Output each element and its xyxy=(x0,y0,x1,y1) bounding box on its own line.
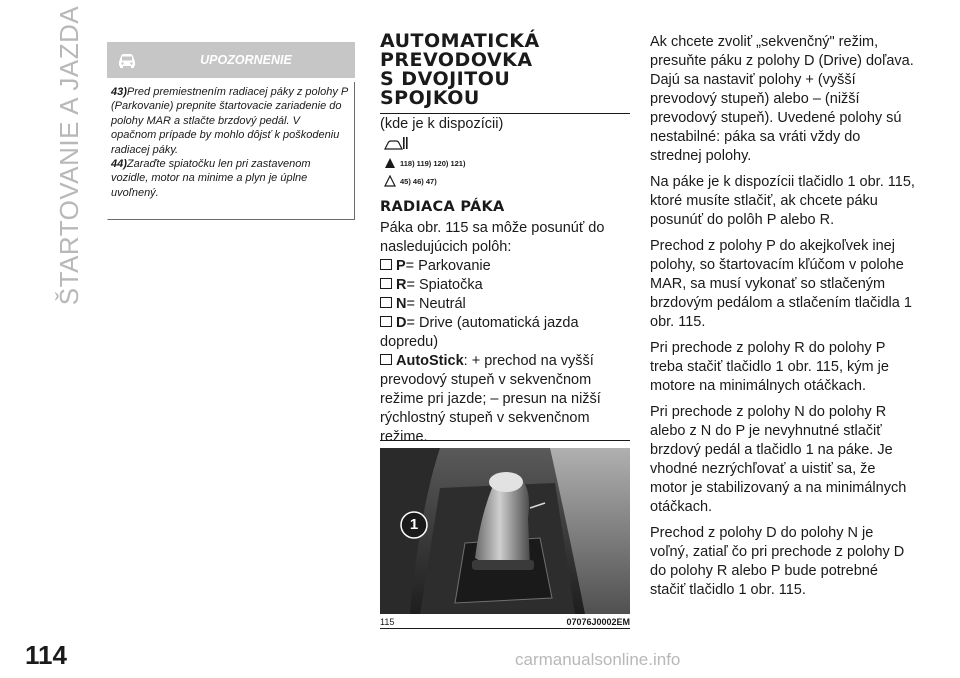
paragraph: Prechod z polohy P do akejkoľvek inej polohy, so štartovacím kľúčom v polohe MAR, sa musí vykonať so stlačeným brzdovým pedálom a stlačením tlačidla 1 obr. 115. xyxy=(650,238,912,330)
position-text: : + prechod na vyšší prevodový stupeň v sekvenčnom režime pri jazde; – presun na nižší rýchlostný stupeň v sekvenčnom režime. xyxy=(380,353,601,445)
position-key: N xyxy=(396,296,407,312)
checkbox-bullet-icon xyxy=(380,316,392,327)
lever-position-item xyxy=(380,257,630,276)
paragraph: Pri prechode z polohy R do polohy P treba stačiť tlačidlo 1 obr. 115, kým je motore na minimálnych otáčkach. xyxy=(650,340,889,394)
page-number: 114 xyxy=(25,640,67,670)
heading-divider xyxy=(380,113,630,114)
checkbox-bullet-icon xyxy=(380,278,392,289)
note-text: Pred premiestnením radiacej páky z polohy P (Parkovanie) prepnite štartovacie zariadenie do polohy MAR a stlačte brzdový pedál. V opačnom prípade by mohlo dôjsť k poškodeniu radiacej páky. xyxy=(111,86,348,156)
figure-top-divider xyxy=(380,440,630,441)
lever-position-item xyxy=(380,276,630,295)
lever-text xyxy=(380,219,630,447)
lever-intro: Páka obr. 115 sa môže posunúť do nasledujúcich polôh: xyxy=(380,220,605,255)
position-text: = Neutrál xyxy=(406,296,466,312)
position-key: D xyxy=(396,315,407,331)
middle-column xyxy=(380,32,630,447)
warning-heading: UPOZORNENIE xyxy=(200,53,292,67)
note-refs-row xyxy=(384,175,630,187)
figure-code: 07076J0002EM xyxy=(566,617,630,627)
position-text: = Parkovanie xyxy=(405,258,491,274)
lever-heading: RADIACA PÁKA xyxy=(380,199,505,215)
warning-box xyxy=(107,42,355,224)
warning-refs: 118) 119) 120) 121) xyxy=(400,158,466,168)
lever-position-item xyxy=(380,295,630,314)
note-refs: 45) 46) 47) xyxy=(400,176,437,186)
note-triangle-icon xyxy=(384,175,396,187)
paragraph: Ak chcete zvoliť „sekvenčný" režim, presuňte páku z polohy D (Drive) doľava. Dajú sa nastaviť polohy + (vyšší prevodový stupeň) alebo – (nižší prevodový stupeň). Uvedené polohy sú nestabilné: páka sa vráti vždy do strednej polohy. xyxy=(650,34,914,164)
optional-icon-row xyxy=(384,135,630,151)
paragraph: Pri prechode z polohy N do polohy R alebo z N do P je nevyhnutné stlačiť brzdový pedál a tlačidlo 1 na páke. Je vhodné nezrýchľovať a uistiť sa, že motor je stabilizovaný a na minimálnych otáčkach. xyxy=(650,404,907,515)
warning-note xyxy=(111,85,348,157)
note-number: 44) xyxy=(111,158,127,171)
figure-number: 115 xyxy=(380,617,395,627)
availability-note: (kde je k dispozícii) xyxy=(380,116,504,132)
warning-note xyxy=(111,157,348,200)
paragraph: Na páke je k dispozícii tlačidlo 1 obr. 115, ktoré musíte stlačiť, ak chcete páku posunúť do polôh P alebo R. xyxy=(650,174,915,228)
figure-caption xyxy=(380,617,630,627)
section-heading: AUTOMATICKÁ PREVODOVKA S DVOJITOU SPOJKOU xyxy=(380,30,540,109)
note-text: Zaraďte spiatočku len pri zastavenom vozidle, motor na minime a plyn je úplne uvoľnený. xyxy=(111,158,311,199)
position-key: R xyxy=(396,277,407,293)
checkbox-bullet-icon xyxy=(380,259,392,270)
checkbox-bullet-icon xyxy=(380,354,392,365)
warning-refs-row xyxy=(384,157,630,169)
warning-triangle-icon xyxy=(384,157,396,169)
lever-position-item xyxy=(380,314,630,352)
figure-bottom-divider xyxy=(380,628,630,629)
callout-number: 1 xyxy=(409,516,419,533)
optional-equipment-icon xyxy=(384,135,410,151)
section-sidebar-label: ŠTARTOVANIE A JAZDA xyxy=(54,5,85,305)
position-text: = Drive (automatická jazda dopredu) xyxy=(380,315,579,350)
note-number: 43) xyxy=(111,86,127,98)
right-column xyxy=(650,33,915,607)
section-sidebar-title xyxy=(52,5,88,305)
paragraph: Prechod z polohy D do polohy N je voľný, zatiaľ čo pri prechode z polohy D do polohy R alebo P bude potrebné stačiť tlačidlo 1 obr. 115. xyxy=(650,525,905,598)
warning-body xyxy=(107,82,355,220)
warning-header xyxy=(107,42,355,78)
position-key: P xyxy=(396,258,406,274)
lever-position-item xyxy=(380,352,630,447)
gear-lever-figure xyxy=(380,448,630,614)
position-text: = Spiatočka xyxy=(406,277,483,293)
checkbox-bullet-icon xyxy=(380,297,392,308)
position-key: AutoStick xyxy=(396,353,464,369)
site-watermark: carmanualsonline.info xyxy=(515,650,681,669)
